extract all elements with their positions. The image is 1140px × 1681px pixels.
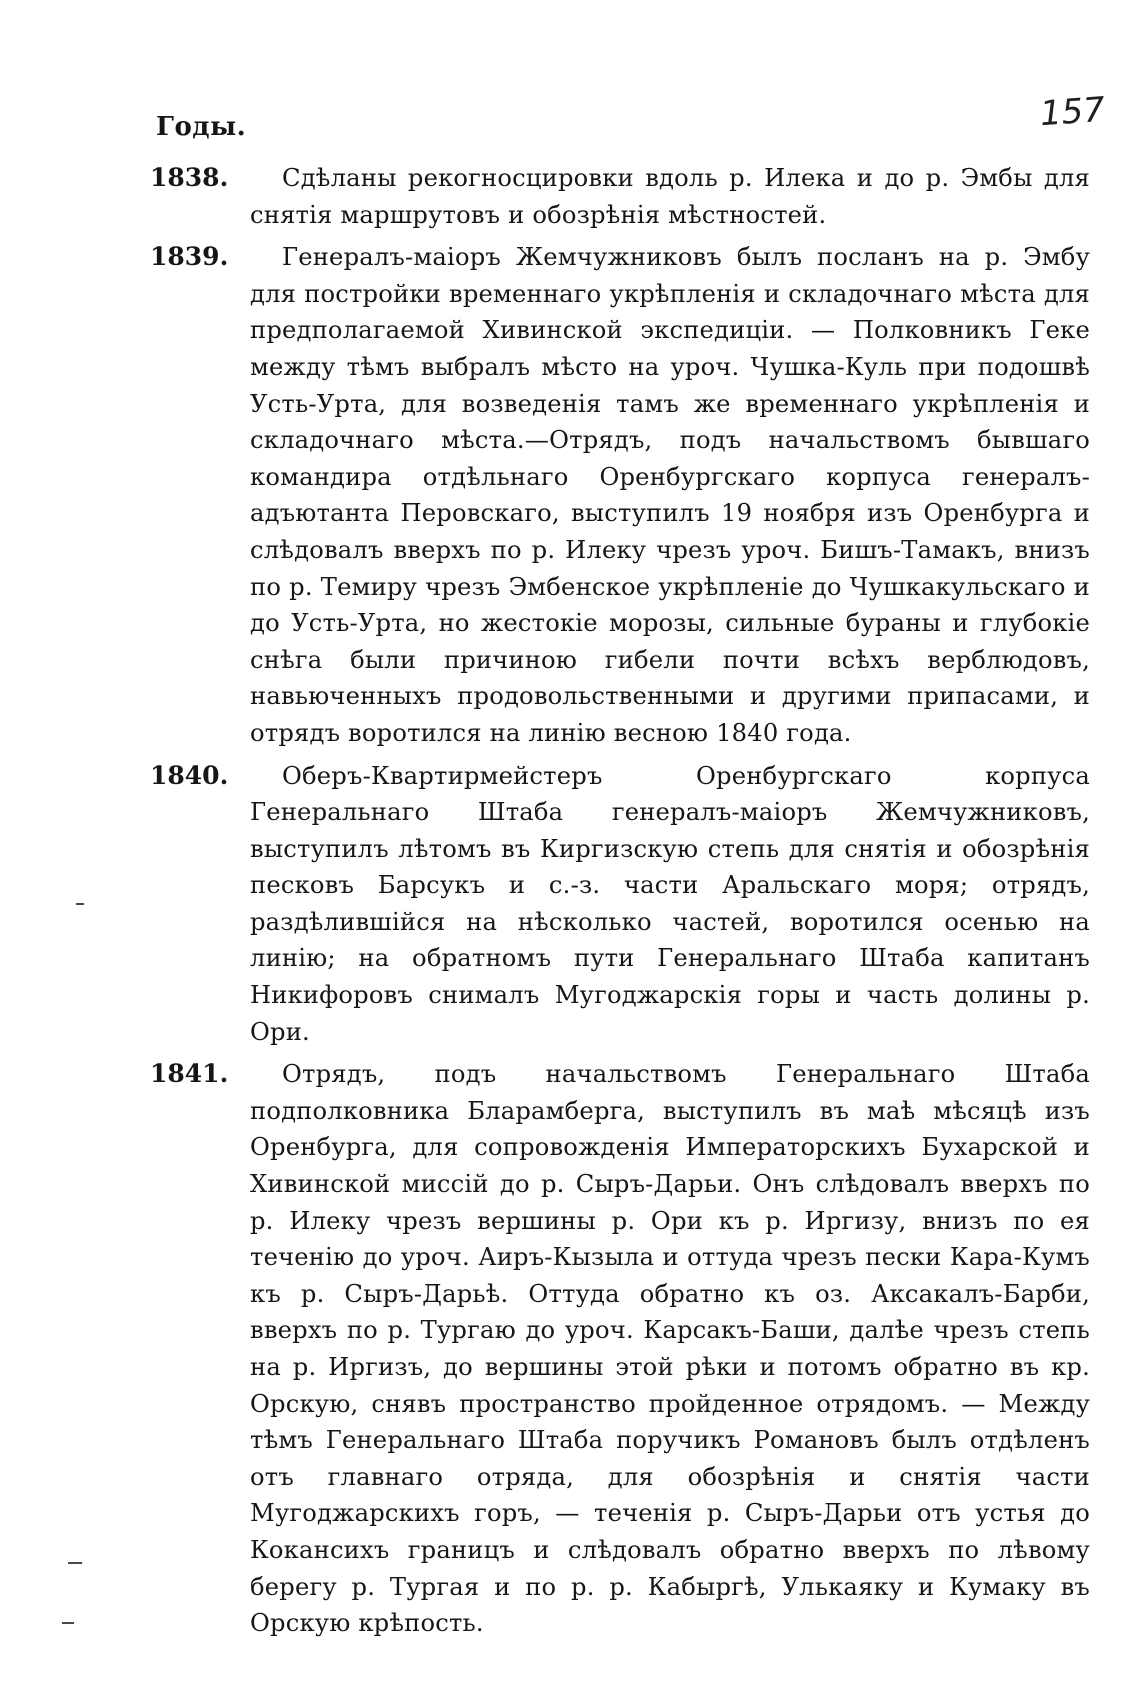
entry-year: 1841. <box>150 1059 229 1089</box>
entry-1838 <box>150 160 1090 233</box>
column-header-years: Годы. <box>156 112 247 142</box>
margin-mark <box>62 1622 74 1624</box>
entry-year: 1840. <box>150 760 229 790</box>
entry-year: 1839. <box>150 242 229 272</box>
entry-text: Сдѣланы рекогносцировки вдоль р. Илека и до р. Эмбы для снятія маршрутовъ и обозрѣнія мѣстностей. <box>250 164 1090 229</box>
entry-1840 <box>150 758 1090 1051</box>
chronology-entries <box>150 160 1090 1648</box>
entry-1841 <box>150 1056 1090 1642</box>
entry-text: Оберъ-Квартирмейстеръ Оренбургскаго корпуса Генеральнаго Штаба генералъ-маіоръ Жемчужниковъ, выступилъ лѣтомъ въ Киргизскую степь для снятія и обозрѣнія песковъ Барсукъ и с.-з. части Аральскаго моря; отрядъ, раздѣлившійся на нѣсколько частей, воротился осенью на линію; на обратномъ пути Генеральнаго Штаба капитанъ Никифоровъ снималъ Мугоджарскія горы и часть долины р. Ори. <box>250 761 1090 1046</box>
entry-text: Отрядъ, подъ начальствомъ Генеральнаго Штаба подполковника Бларамберга, выступилъ въ маѣ мѣсяцѣ изъ Оренбурга, для сопровожденія Императорскихъ Бухарской и Хивинской миссій до р. Сыръ-Дарьи. Онъ слѣдовалъ вверхъ по р. Илеку чрезъ вершины р. Ори къ р. Иргизу, внизъ по ея теченію до уроч. Аиръ-Кызыла и оттуда чрезъ пески Кара-Кумъ къ р. Сыръ-Дарьѣ. Оттуда обратно къ оз. Аксакалъ-Барби, вверхъ по р. Тургаю до уроч. Карсакъ-Баши, далѣе чрезъ степь на р. Иргизъ, до вершины этой рѣки и потомъ обратно въ кр. Орскую, снявъ пространство пройденное отрядомъ. — Между тѣмъ Генеральнаго Штаба поручикъ Романовъ былъ отдѣленъ отъ главнаго отряда, для обозрѣнія и снятія части Мугоджарскихъ горъ, — теченія р. Сыръ-Дарьи отъ устья до Кокансихъ границъ и слѣдовалъ обратно вверхъ по лѣвому берегу р. Тургая и по р. р. Кабыргѣ, Улькаяку и Кумаку въ Орскую крѣпость. <box>250 1060 1090 1638</box>
handwritten-page-number: 157 <box>1038 89 1107 135</box>
margin-mark <box>68 1562 82 1564</box>
margin-mark <box>76 903 84 905</box>
entry-1839 <box>150 239 1090 751</box>
entry-text: Генералъ-маіоръ Жемчужниковъ былъ посланъ на р. Эмбу для постройки временнаго укрѣпленія и складочнаго мѣста для предполагаемой Хивинской экспедиціи. — Полковникъ Геке между тѣмъ выбралъ мѣсто на уроч. Чушка-Куль при подошвѣ Усть-Урта, для возведенія тамъ же временнаго укрѣпленія и складочнаго мѣста.—Отрядъ, подъ начальствомъ бывшаго командира отдѣльнаго Оренбургскаго корпуса генералъ-адъютанта Перовскаго, выступилъ 19 ноября изъ Оренбурга и слѣдовалъ вверхъ по р. Илеку чрезъ уроч. Бишъ-Тамакъ, внизъ по р. Темиру чрезъ Эмбенское укрѣпленіе до Чушкакульскаго и до Усть-Урта, но жестокіе морозы, сильные бураны и глубокіе снѣга были причиною гибели почти всѣхъ верблюдовъ, навьюченныхъ продовольственными и другими припасами, и отрядъ воротился на линію весною 1840 года. <box>250 243 1090 747</box>
entry-year: 1838. <box>150 163 229 192</box>
